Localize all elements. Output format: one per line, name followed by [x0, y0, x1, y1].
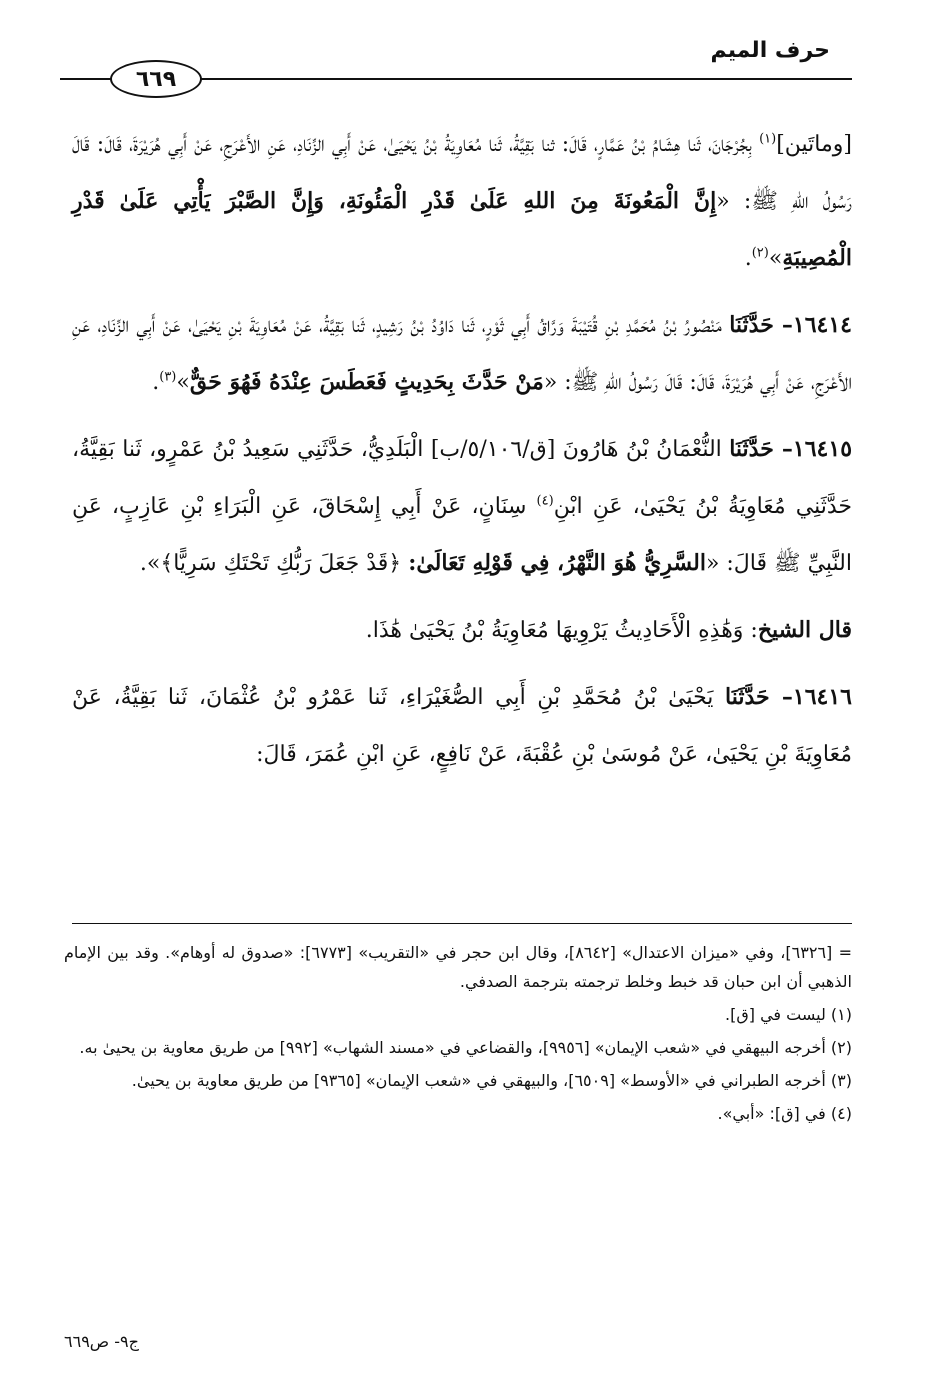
text-run: »	[176, 370, 190, 395]
text-run: .	[152, 370, 160, 395]
text-run: .	[744, 246, 752, 271]
footnote-1: (١) ليست في [ق].	[725, 1005, 852, 1024]
haddathana: حَدَّثَنَا	[729, 312, 774, 338]
footnote-3: (٣) أخرجه الطبراني في «الأوسط» [٦٥٠٩]، والبيهقي في «شعب الإيمان» [٩٣٦٥] من طريق معاوية بن يحيىٰ.	[131, 1071, 852, 1090]
hadith-matn: مَنْ حَدَّثَ بِحَدِيثٍ فَعَطَسَ عِنْدَهُ فَهُوَ حَقٌّ	[189, 369, 544, 395]
hadith-number: ١٦٤١٦	[792, 684, 852, 710]
page-number: ٦٦٩	[110, 60, 202, 98]
running-title: حرف الميم	[710, 38, 830, 63]
sheikh-label: قال الشيخ	[757, 617, 852, 643]
footnote-2: (٢) أخرجه البيهقي في «شعب الإيمان» [٩٩٥٦]، والقضاعي في «مسند الشهاب» [٩٩٢] من طريق معاوية بن يحيىٰ به.	[79, 1038, 852, 1057]
text-run: سِنَانٍ، عَنْ أَبِي إِسْحَاقَ، عَنِ الْبَرَاءِ بْنِ عَازِبٍ، عَنِ النَّبِيِّ ﷺ قَالَ: «	[72, 494, 852, 576]
hadith-number: ١٦٤١٤	[792, 312, 852, 338]
text-run: –	[769, 684, 793, 710]
hadith-number: ١٦٤١٥	[792, 436, 853, 462]
footnote-ref: (١)	[759, 131, 777, 147]
footnote-ref: (٣)	[159, 369, 177, 385]
text-run: : وَهَٰذِهِ الْأَحَادِيثُ يَرْوِيهَا مُعَاوِيَةُ بْنُ يَحْيَىٰ هَٰذَا.	[365, 618, 758, 643]
text-run: –	[773, 312, 793, 338]
quran-quote: ﴿قَدْ جَعَلَ رَبُّكِ تَحْتَكِ سَرِيًّا﴾».	[139, 551, 409, 576]
text-run: بِجُرْجَانَ، ثَنا هِشَامُ بْنُ عَمَّارٍ، قَالَ: ثنا بَقِيَّةُ، ثَنا مُعَاوِيَةُ بْنُ يَحْيَىٰ، عَنْ أَبِي الزِّنَادِ، عَنِ الأَعْرَجِ، عَنْ أَبِي هُرَيْرَةَ، قَالَ: قَالَ رَسُولُ اللهِ ﷺ: «	[72, 132, 853, 214]
hadith-16414	[72, 297, 852, 411]
main-text	[72, 116, 852, 783]
hadith-16415	[72, 421, 852, 592]
text-run: »	[768, 246, 783, 271]
sheikh-comment	[72, 602, 852, 659]
hadith-matn: السَّرِيُّ هُوَ النَّهْرُ، فِي قَوْلِهِ تَعَالَىٰ:	[408, 550, 706, 576]
footnote-ref: (٢)	[751, 245, 769, 261]
footnote-4: (٤) في [ق]: «أبي».	[717, 1104, 852, 1123]
volume-page-ref: ج٩- ص٦٦٩	[64, 1332, 139, 1351]
text-run: مَنْصُورُ بْنُ مُحَمَّدِ بْنِ قُتَيْبَةَ وَرَّاقُ أَبِي ثَوْرٍ، ثَنا دَاوُدُ بْنُ رَشِيدٍ، ثَنا بَقِيَّةُ، عَنْ مُعَاوِيَةَ بْنِ يَحْيَىٰ، عَنْ أَبِي الزِّنَادِ، عَنِ الأَعْرَجِ، عَنْ أَبِي هُرَيْرَةَ، قَالَ: قَالَ رَسُولُ اللهِ ﷺ: «	[72, 313, 852, 395]
haddathana: حَدَّثَنَا	[725, 684, 770, 710]
hadith-16416	[72, 669, 852, 783]
footnote-continuation: = [٦٣٢٦]، وفي «ميزان الاعتدال» [٨٦٤٢]، وقال ابن حجر في «التقريب» [٦٧٧٣]: «صدوق له أوهام». وقد بين الإمام الذهبي أن ابن حبان قد خبط وخلط ترجمته بترجمة الصدفي.	[64, 943, 853, 991]
haddathana: حَدَّثَنَا	[729, 436, 774, 462]
footnotes	[64, 938, 852, 1132]
hadith-matn: إِنَّ الْمَعُونَةَ مِنَ اللهِ عَلَىٰ قَدْرِ الْمَئُونَةِ، وَإِنَّ الصَّبْرَ يَأْتِي عَلَىٰ قَدْرِ الْمُصِيبَةِ	[72, 188, 852, 271]
footnote-ref: (٤)	[536, 493, 554, 509]
paragraph-continuation	[72, 116, 852, 287]
text-run: النُّعْمَانُ بْنُ هَارُونَ [ق/٥/١٠٦/ب] الْبَلَدِيُّ، حَدَّثَنِي سَعِيدُ بْنُ عَمْرٍو، ثَنا بَقِيَّةُ، حَدَّثَنِي مُعَاوِيَةُ بْنُ يَحْيَىٰ، عَنِ ابْنِ	[72, 437, 852, 519]
text-run: يَحْيَىٰ بْنُ مُحَمَّدِ بْنِ أَبِي الصُّغَيْرَاءِ، ثَنا عَمْرُو بْنُ عُثْمَانَ، ثَنا بَقِيَّةُ، عَنْ مُعَاوِيَةَ بْنِ يَحْيَىٰ، عَنْ مُوسَىٰ بْنِ عُقْبَةَ، عَنْ نَافِعٍ، عَنِ ابْنِ عُمَرَ، قَالَ:	[72, 685, 852, 767]
footnote-rule	[72, 923, 852, 924]
text-run: –	[773, 436, 793, 462]
text-run: [وماتَين]	[776, 132, 852, 157]
